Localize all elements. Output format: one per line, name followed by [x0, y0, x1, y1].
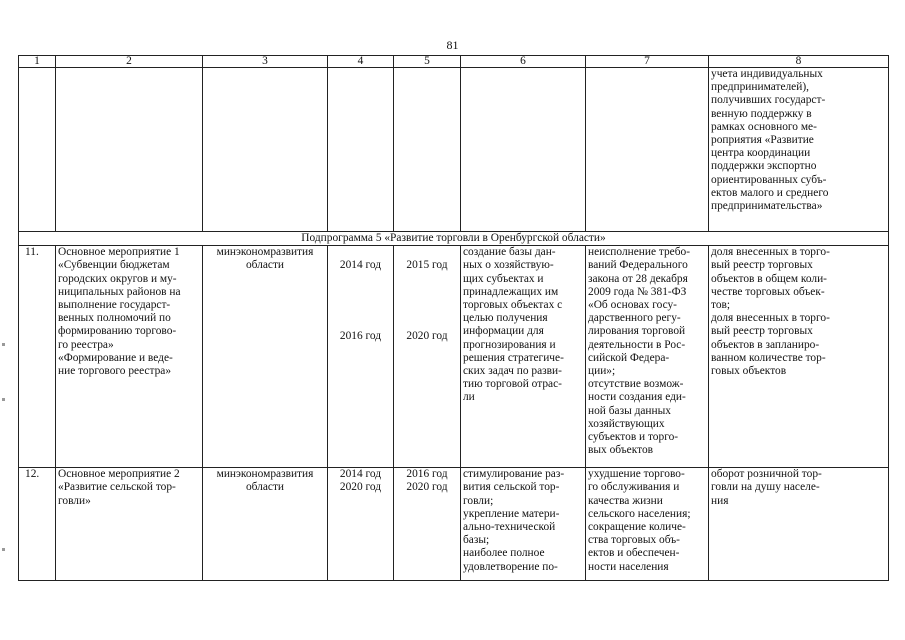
cell-line: 2020 год: [406, 330, 448, 343]
cell-line: центра координации: [711, 147, 811, 160]
indicator-cell: [709, 468, 889, 581]
consequence-cell: [586, 246, 709, 468]
cell-line: городских округов и му-: [58, 272, 177, 285]
cell-line: говли;: [463, 494, 494, 507]
cell-line: Основное мероприятие 2: [58, 468, 180, 481]
measure-cell: [56, 246, 203, 468]
cell-line: сельского населения;: [588, 507, 691, 520]
cell-line: хозяйствующих: [588, 417, 665, 430]
cell-line: честве торговых объек-: [711, 285, 825, 298]
cell-line: субъектов и торго-: [588, 431, 679, 444]
cell-line: ниципальных районов на: [58, 285, 181, 298]
header-cell: 2: [56, 56, 203, 68]
cell-line: выполнение государст-: [58, 299, 171, 312]
cell-line: 2009 года № 381-ФЗ: [588, 285, 687, 298]
cell-line: дарственного регу-: [588, 312, 681, 325]
cell-line: решения стратегиче-: [463, 351, 564, 364]
cell-line: минэкономразвития: [216, 468, 314, 481]
cell-line: отсутствие возмож-: [588, 378, 684, 391]
header-cell: 6: [461, 56, 586, 68]
cell-line: «Субвенции бюджетам: [58, 259, 170, 272]
cell-line: 2016 год: [406, 468, 448, 481]
cell-line: ности населения: [588, 560, 669, 573]
table-cell: [394, 68, 461, 232]
cell-line: предпринимателей),: [711, 81, 809, 94]
table-cell: [19, 68, 56, 232]
table-cell: [328, 68, 394, 232]
result-cell: [461, 468, 586, 581]
cell-line: доля внесенных в торго-: [711, 246, 830, 259]
row-number: 12.: [19, 468, 56, 581]
cell-line: закона от 28 декабря: [588, 272, 688, 285]
margin-mark: [2, 548, 5, 551]
cell-line: 2016 год: [339, 330, 382, 343]
cell-line: оборот розничной тор-: [711, 468, 822, 481]
cell-line: ции»;: [588, 365, 616, 378]
header-cell: 4: [328, 56, 394, 68]
table-cell: [56, 68, 203, 232]
cell-line: го обслуживания и: [588, 481, 680, 494]
cell-line: сийской Федера-: [588, 351, 670, 364]
cell-line: вых объектов: [588, 444, 654, 457]
end-year-cell: [394, 246, 461, 468]
cell-line: ально-технической: [463, 521, 556, 534]
cell-line: удовлетворение по-: [463, 560, 558, 573]
cell-line: Основное мероприятие 1: [58, 246, 180, 259]
cell-line: го реестра»: [58, 338, 114, 351]
cell-line: ухудшение торгово-: [588, 468, 685, 481]
page-number: 81: [446, 38, 459, 52]
header-cell: 8: [709, 56, 889, 68]
table-cell: [586, 68, 709, 232]
cell-line: 2020 год: [339, 481, 382, 494]
cell-line: области: [245, 481, 285, 494]
cell-line: области: [245, 259, 285, 272]
start-year-cell: [328, 246, 394, 468]
cell-line: базы;: [463, 534, 490, 547]
cell-line: прогнозирования и: [463, 338, 556, 351]
cell-line: рамках основного ме-: [711, 120, 817, 133]
spacer: [330, 272, 391, 330]
start-year-cell: [328, 468, 394, 581]
cell-line: деятельности в Рос-: [588, 338, 686, 351]
cell-line: качества жизни: [588, 494, 663, 507]
spacer: [396, 272, 458, 330]
cell-line: роприятия «Развитие: [711, 134, 814, 147]
activities-table: [18, 55, 889, 581]
end-year-cell: [394, 468, 461, 581]
measure-cell: [56, 468, 203, 581]
cell-line: минэкономразвития: [216, 246, 314, 259]
cell-line: ства торговых объ-: [588, 534, 680, 547]
cell-line: 2015 год: [406, 259, 448, 272]
cell-line: ориентированных субъ-: [711, 173, 827, 186]
consequence-cell: [586, 468, 709, 581]
cell-line: ние торгового реестра»: [58, 365, 172, 378]
cell-line: «Развитие сельской тор-: [58, 481, 176, 494]
margin-mark: [2, 398, 5, 401]
header-cell: 3: [203, 56, 328, 68]
executor-cell: [203, 246, 328, 468]
cell-line: щих субъектах и: [463, 272, 544, 285]
cell-line: учета индивидуальных: [711, 68, 823, 80]
cell-line: предпринимательства»: [711, 200, 823, 213]
header-row: [19, 56, 889, 68]
cell-line: наиболее полное: [463, 547, 545, 560]
cell-line: принадлежащих им: [463, 285, 559, 298]
table-cell: [461, 68, 586, 232]
cell-line: ных о хозяйствую-: [463, 259, 554, 272]
cell-line: ектов и обеспечен-: [588, 547, 680, 560]
cell-line: формированию торгово-: [58, 325, 177, 338]
cell-line: говых объектов: [711, 365, 787, 378]
cell-line: ских задач по разви-: [463, 365, 562, 378]
subprogram-title: Подпрограмма 5 «Развитие торговли в Оренбургской области»: [19, 232, 889, 246]
table-cell: [203, 68, 328, 232]
header-cell: 1: [19, 56, 56, 68]
result-cell: [461, 246, 586, 468]
cell-line: «Формирование и веде-: [58, 351, 173, 364]
subprogram-row: [19, 232, 889, 246]
cell-line: говли на душу населе-: [711, 481, 820, 494]
cell-line: ектов малого и среднего: [711, 186, 829, 199]
indicator-cell: [709, 246, 889, 468]
cell-line: 2014 год: [339, 259, 382, 272]
cell-line: торговых объектах с: [463, 299, 563, 312]
row-number: 11.: [19, 246, 56, 468]
table-row-11: [19, 246, 889, 468]
cell-line: объектов в общем коли-: [711, 272, 827, 285]
cell-line: вития сельской тор-: [463, 481, 560, 494]
cell-line: ванном количестве тор-: [711, 351, 826, 364]
cell-line: создание базы дан-: [463, 246, 556, 259]
cell-line: укрепление матери-: [463, 507, 560, 520]
cell-line: объектов в запланиро-: [711, 338, 820, 351]
cell-line: тию торговой отрас-: [463, 378, 562, 391]
cell-line: получивших государст-: [711, 94, 826, 107]
cell-line: 2014 год: [339, 468, 382, 481]
header-cell: 5: [394, 56, 461, 68]
margin-mark: [2, 343, 5, 346]
cell-line: доля внесенных в торго-: [711, 312, 830, 325]
cell-line: ности создания еди-: [588, 391, 686, 404]
header-cell: 7: [586, 56, 709, 68]
table-row-12: [19, 468, 889, 581]
cell-line: вый реестр торговых: [711, 259, 813, 272]
cell-line: неисполнение требо-: [588, 246, 691, 259]
cell-line: лирования торговой: [588, 325, 686, 338]
cell-line: венных полномочий по: [58, 312, 171, 325]
cell-line: «Об основах госу-: [588, 299, 677, 312]
executor-cell: [203, 468, 328, 581]
cell-line: сокращение количе-: [588, 521, 686, 534]
cell-line: ваний Федерального: [588, 259, 688, 272]
cell-line: ли: [463, 391, 475, 404]
cell-line: стимулирование раз-: [463, 468, 565, 481]
cell-line: целью получения: [463, 312, 548, 325]
cell-line: 2020 год: [406, 481, 448, 494]
cell-line: венную поддержку в: [711, 107, 812, 120]
cell-line: вый реестр торговых: [711, 325, 813, 338]
cell-line: говли»: [58, 494, 91, 507]
cell-line: тов;: [711, 299, 731, 312]
table-row-continued: [19, 68, 889, 232]
cell-line: поддержки экспортно: [711, 160, 817, 173]
cell-line: ния: [711, 494, 729, 507]
cell-line: информации для: [463, 325, 544, 338]
indicator-cell: [709, 68, 889, 232]
cell-line: ной базы данных: [588, 404, 671, 417]
